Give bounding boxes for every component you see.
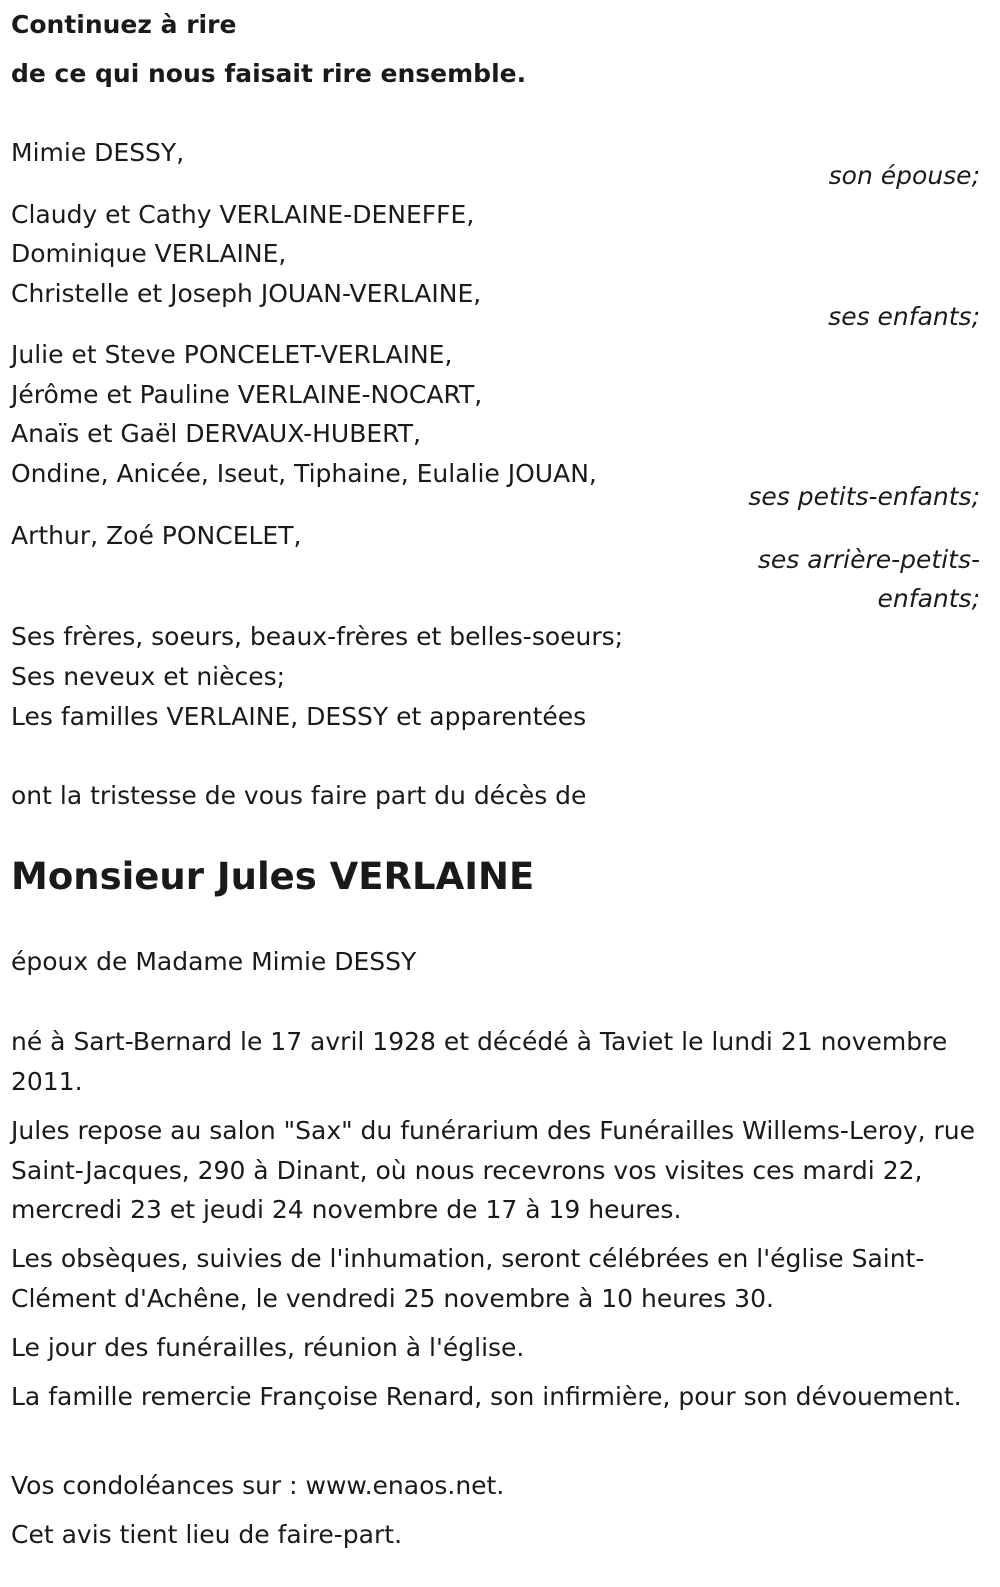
deceased-name: Monsieur Jules VERLAINE <box>11 855 535 898</box>
birth-death-paragraph: né à Sart-Bernard le 17 avril 1928 et décédé à Taviet le lundi 21 novembre 2011. <box>11 1027 948 1096</box>
motto-line-2: de ce qui nous faisait rire ensemble. <box>11 59 527 88</box>
grandchild-line: Anaïs et Gaël DERVAUX-HUBERT, <box>11 419 421 448</box>
condolences-paragraph: Vos condoléances sur : www.enaos.net. <box>11 1471 505 1500</box>
notice-paragraph: Cet avis tient lieu de faire-part. <box>11 1520 403 1549</box>
motto-line-1: Continuez à rire <box>11 10 237 39</box>
child-line: Christelle et Joseph JOUAN-VERLAINE, <box>11 279 482 308</box>
spouse-name: Mimie DESSY, <box>11 138 185 167</box>
grandchild-line: Julie et Steve PONCELET-VERLAINE, <box>11 340 453 369</box>
funeral-paragraph: Les obsèques, suivies de l'inhumation, seront célébrées en l'église Saint-Clément d'Achêne, le vendredi 25 novembre à 10 heures 30. <box>11 1244 925 1313</box>
other-relatives-line: Ses neveux et nièces; <box>11 662 286 691</box>
visitation-paragraph: Jules repose au salon "Sax" du funérarium des Funérailles Willems-Leroy, rue Saint-Jacques, 290 à Dinant, où nous recevrons vos visites ces mardi 22, mercredi 23 et jeudi 24 novembre de 17 à 19 heures. <box>11 1116 976 1224</box>
great-grandchildren-relation-2: enfants; <box>877 584 980 613</box>
child-line: Dominique VERLAINE, <box>11 239 287 268</box>
other-relatives-line: Les familles VERLAINE, DESSY et apparentées <box>11 702 587 731</box>
great-grandchildren: Arthur, Zoé PONCELET, <box>11 521 302 550</box>
grandchild-line: Ondine, Anicée, Iseut, Tiphaine, Eulalie JOUAN, <box>11 459 597 488</box>
grandchild-line: Jérôme et Pauline VERLAINE-NOCART, <box>11 380 483 409</box>
announcement-text: ont la tristesse de vous faire part du décès de <box>11 781 587 810</box>
other-relatives-line: Ses frères, soeurs, beaux-frères et belles-soeurs; <box>11 622 624 651</box>
grandchildren-relation: ses petits-enfants; <box>748 482 980 511</box>
child-line: Claudy et Cathy VERLAINE-DENEFFE, <box>11 200 475 229</box>
children-relation: ses enfants; <box>828 302 980 331</box>
spouse-relation: son épouse; <box>828 161 980 190</box>
gathering-paragraph: Le jour des funérailles, réunion à l'église. <box>11 1333 525 1362</box>
thanks-paragraph: La famille remercie Françoise Renard, son infirmière, pour son dévouement. <box>11 1382 962 1411</box>
great-grandchildren-relation-1: ses arrière-petits- <box>757 545 980 574</box>
spouse-of-text: époux de Madame Mimie DESSY <box>11 947 417 976</box>
